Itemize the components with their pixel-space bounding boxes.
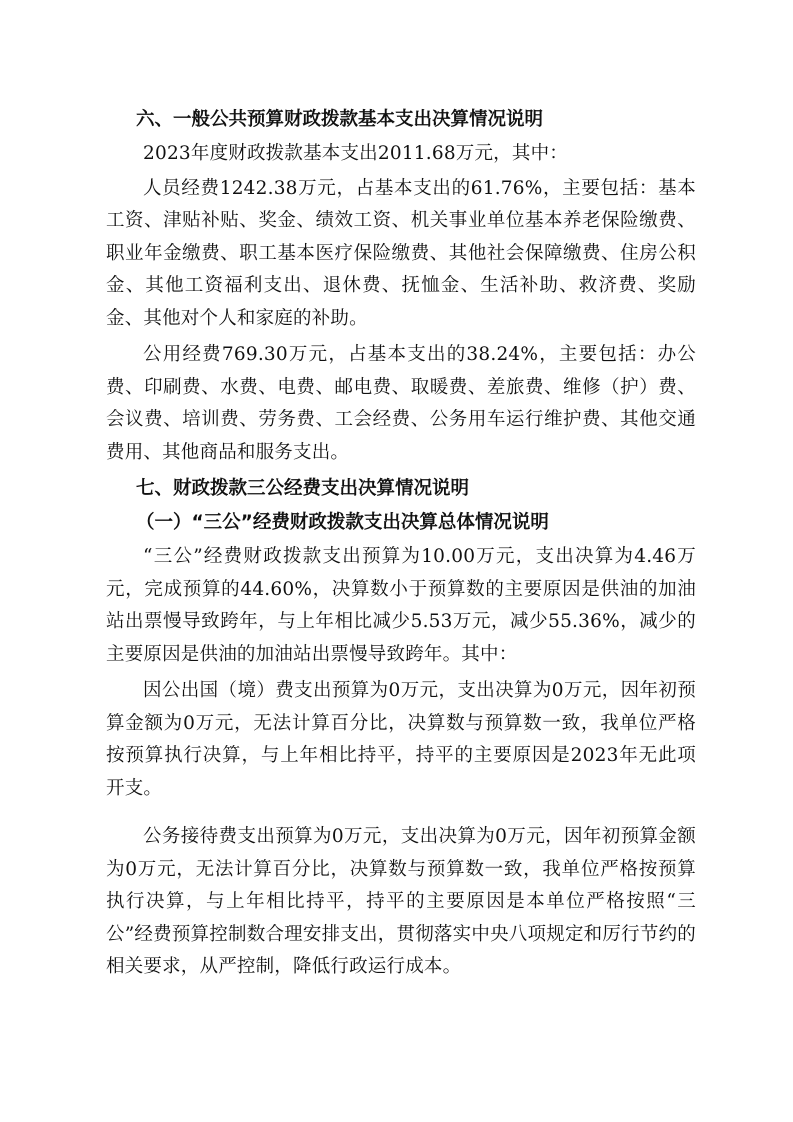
section-6-heading: 六、一般公共预算财政拨款基本支出决算情况说明 xyxy=(136,109,544,130)
section-7-heading: 七、财政拨款三公经费支出决算情况说明 xyxy=(136,478,470,499)
personnel-expense-paragraph: 人员经费1242.38万元，占基本支出的61.76%，主要包括：基本工资、津贴补贴、奖金、绩效工资、机关事业单位基本养老保险缴费、职业年金缴费、职工基本医疗保险缴费、其他社会保障缴费、住房公积金、其他工资福利支出、退休费、抚恤金、生活补助、救济费、奖励金、其他对个人和家庭的补助。 xyxy=(106,177,696,329)
document-body xyxy=(106,104,696,988)
overseas-travel-paragraph: 因公出国（境）费支出预算为0万元，支出决算为0万元，因年初预算金额为0万元，无法计算百分比，决算数与预算数一致，我单位严格按预算执行决算，与上年相比持平，持平的主要原因是2023年无此项开支。 xyxy=(106,680,696,799)
public-expense-paragraph: 公用经费769.30万元，占基本支出的38.24%，主要包括：办公费、印刷费、水费、电费、邮电费、取暖费、差旅费、维修（护）费、会议费、培训费、劳务费、工会经费、公务用车运行维护费、其他交通费用、其他商品和服务支出。 xyxy=(106,344,696,463)
section-7-sub-1-heading: （一）“三公”经费财政拨款支出决算总体情况说明 xyxy=(136,512,549,533)
section-6-intro: 2023年度财政拨款基本支出2011.68万元，其中： xyxy=(143,143,568,164)
official-reception-paragraph: 公务接待费支出预算为0万元，支出决算为0万元，因年初预算金额为0万元，无法计算百分比，决算数与预算数一致，我单位严格按预算执行决算，与上年相比持平，持平的主要原因是本单位严格按照“三公”经费预算控制数合理安排支出，贯彻落实中央八项规定和厉行节约的相关要求，从严控制，降低行政运行成本。 xyxy=(106,826,696,977)
three-public-overview-paragraph: “三公”经费财政拨款支出预算为10.00万元，支出决算为4.46万元，完成预算的44.60%，决算数小于预算数的主要原因是供油的加油站出票慢导致跨年，与上年相比减少5.53万元，减少55.36%，减少的主要原因是供油的加油站出票慢导致跨年。其中： xyxy=(106,546,696,665)
